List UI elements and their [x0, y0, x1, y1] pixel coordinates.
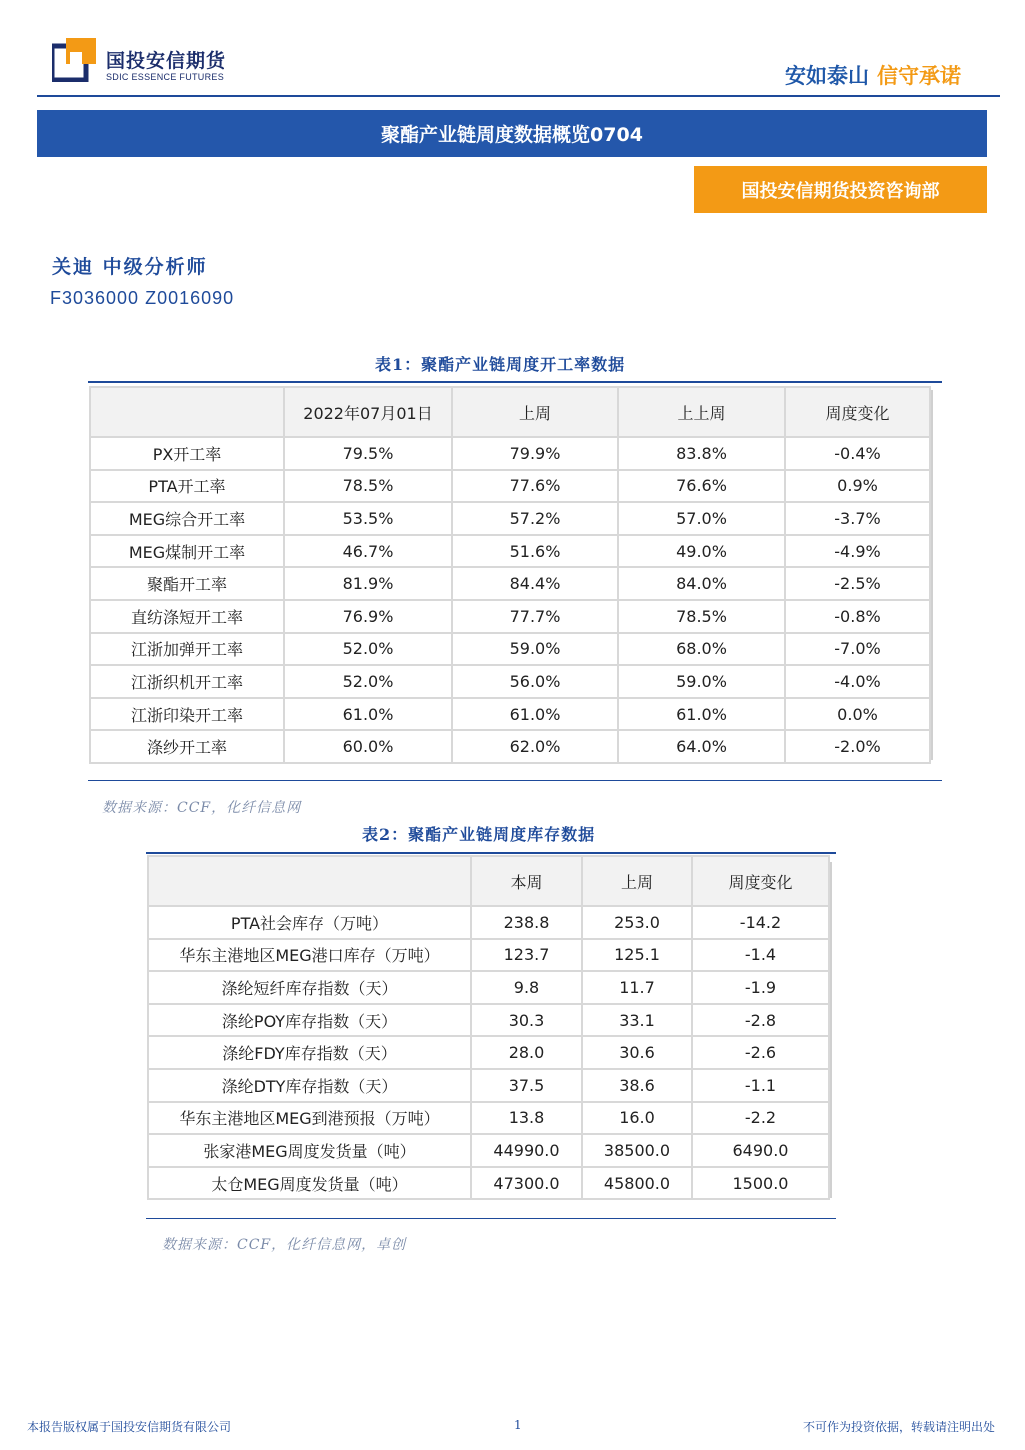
table-cell: 76.9%: [284, 600, 452, 633]
table-cell: 30.3: [471, 1004, 582, 1037]
table-cell: 30.6: [582, 1036, 692, 1069]
table1-header-cell: 2022年07月01日: [284, 387, 452, 437]
table-cell: 52.0%: [284, 633, 452, 666]
table-cell: 38.6: [582, 1069, 692, 1102]
table-row: [148, 939, 829, 972]
table-row: [90, 567, 930, 600]
table-cell: 81.9%: [284, 567, 452, 600]
table-row: [148, 971, 829, 1004]
row-label: 江浙加弹开工率: [90, 633, 284, 666]
table1-header-cell: 上周: [452, 387, 618, 437]
row-label: 江浙印染开工率: [90, 698, 284, 731]
table-cell: 123.7: [471, 939, 582, 972]
company-slogan: [785, 60, 961, 90]
table-row: [90, 633, 930, 666]
table-cell: 56.0%: [452, 665, 618, 698]
table-cell: -3.7%: [785, 502, 930, 535]
table-cell: 46.7%: [284, 535, 452, 568]
table-cell: 59.0%: [618, 665, 785, 698]
table-cell: 61.0%: [284, 698, 452, 731]
table-cell: 38500.0: [582, 1134, 692, 1167]
table-cell: 16.0: [582, 1102, 692, 1135]
table-row: [90, 470, 930, 503]
table-cell: 238.8: [471, 906, 582, 939]
table-cell: -1.9: [692, 971, 829, 1004]
table-cell: -14.2: [692, 906, 829, 939]
row-label: 涤纶FDY库存指数（天）: [148, 1036, 471, 1069]
table-cell: 51.6%: [452, 535, 618, 568]
table-cell: 62.0%: [452, 730, 618, 763]
department-badge: [694, 166, 987, 213]
table2-inventory: [147, 855, 830, 1200]
table-cell: -2.6: [692, 1036, 829, 1069]
table-cell: 0.9%: [785, 470, 930, 503]
table-cell: 61.0%: [452, 698, 618, 731]
table-row: [90, 600, 930, 633]
table-cell: 57.2%: [452, 502, 618, 535]
table1-header-row: [90, 387, 930, 437]
table-row: [90, 730, 930, 763]
footer-page-number: 1: [514, 1418, 522, 1432]
table2-top-rule: [146, 852, 836, 854]
table-cell: 84.0%: [618, 567, 785, 600]
row-label: MEG煤制开工率: [90, 535, 284, 568]
table-cell: 78.5%: [618, 600, 785, 633]
table-cell: 52.0%: [284, 665, 452, 698]
table-row: [148, 1069, 829, 1102]
logo-mark-icon: [52, 38, 96, 82]
table-row: [148, 1004, 829, 1037]
row-label: 华东主港地区MEG港口库存（万吨）: [148, 939, 471, 972]
row-label: 涤纶POY库存指数（天）: [148, 1004, 471, 1037]
table2-header-cell: 本周: [471, 856, 582, 906]
table-row: [148, 1134, 829, 1167]
row-label: PX开工率: [90, 437, 284, 470]
table-cell: -7.0%: [785, 633, 930, 666]
table-cell: -1.1: [692, 1069, 829, 1102]
report-title: 聚酯产业链周度数据概览0704: [381, 124, 643, 146]
table-cell: 49.0%: [618, 535, 785, 568]
table-cell: 28.0: [471, 1036, 582, 1069]
table1-source: 数据来源：CCF，化纤信息网: [102, 800, 302, 816]
table-cell: 60.0%: [284, 730, 452, 763]
table2-header-cell: 周度变化: [692, 856, 829, 906]
table-row: [90, 437, 930, 470]
table-row: [148, 1167, 829, 1200]
row-label: 聚酯开工率: [90, 567, 284, 600]
table-cell: 79.5%: [284, 437, 452, 470]
table-cell: 77.7%: [452, 600, 618, 633]
table-cell: 57.0%: [618, 502, 785, 535]
department-name: 国投安信期货投资咨询部: [741, 180, 940, 202]
footer-disclaimer: 不可作为投资依据，转载请注明出处: [802, 1420, 995, 1434]
company-logo: [52, 38, 242, 88]
table2-header-cell: [148, 856, 471, 906]
row-label: 涤纱开工率: [90, 730, 284, 763]
logo-chinese-name: 国投安信期货: [106, 50, 227, 72]
table-cell: 37.5: [471, 1069, 582, 1102]
table-cell: 78.5%: [284, 470, 452, 503]
row-label: 华东主港地区MEG到港预报（万吨）: [148, 1102, 471, 1135]
analyst-license: F3036000 Z0016090: [50, 288, 235, 308]
table-cell: 59.0%: [452, 633, 618, 666]
table-row: [148, 1036, 829, 1069]
table-cell: -2.8: [692, 1004, 829, 1037]
table-cell: 76.6%: [618, 470, 785, 503]
row-label: 江浙织机开工率: [90, 665, 284, 698]
table-cell: -1.4: [692, 939, 829, 972]
logo-english-name: SDIC ESSENCE FUTURES: [106, 72, 225, 82]
table-row: [90, 665, 930, 698]
table-cell: 1500.0: [692, 1167, 829, 1200]
table-row: [148, 1102, 829, 1135]
report-title-bar: [37, 110, 987, 157]
table1-header-cell: 周度变化: [785, 387, 930, 437]
table2-header-cell: 上周: [582, 856, 692, 906]
table1-operating-rates: [89, 386, 931, 764]
table-row: [148, 906, 829, 939]
row-label: MEG综合开工率: [90, 502, 284, 535]
header-divider: [37, 95, 1000, 97]
table-cell: -4.0%: [785, 665, 930, 698]
row-label: 涤纶短纤库存指数（天）: [148, 971, 471, 1004]
table-cell: 77.6%: [452, 470, 618, 503]
table-cell: 253.0: [582, 906, 692, 939]
table-cell: 47300.0: [471, 1167, 582, 1200]
table-cell: -2.2: [692, 1102, 829, 1135]
table2-bottom-rule: [146, 1218, 836, 1219]
table2-source: 数据来源：CCF，化纤信息网，卓创: [162, 1237, 407, 1253]
table-cell: 79.9%: [452, 437, 618, 470]
table-cell: 11.7: [582, 971, 692, 1004]
footer-copyright: 本报告版权属于国投安信期货有限公司: [27, 1420, 232, 1434]
table1-top-rule: [88, 381, 942, 383]
table-cell: -2.0%: [785, 730, 930, 763]
table-cell: 53.5%: [284, 502, 452, 535]
table-cell: 0.0%: [785, 698, 930, 731]
table-cell: 84.4%: [452, 567, 618, 600]
slogan-part1: 安如泰山: [785, 64, 869, 88]
table1-header-cell: 上上周: [618, 387, 785, 437]
table-cell: 6490.0: [692, 1134, 829, 1167]
table-cell: 45800.0: [582, 1167, 692, 1200]
table1-bottom-rule: [88, 780, 942, 781]
table2-caption: 表2：聚酯产业链周度库存数据: [362, 825, 596, 844]
row-label: 张家港MEG周度发货量（吨）: [148, 1134, 471, 1167]
table-row: [90, 502, 930, 535]
row-label: 太仓MEG周度发货量（吨）: [148, 1167, 471, 1200]
table-cell: -0.4%: [785, 437, 930, 470]
table-cell: -0.8%: [785, 600, 930, 633]
table1-caption: 表1：聚酯产业链周度开工率数据: [375, 355, 626, 374]
row-label: PTA社会库存（万吨）: [148, 906, 471, 939]
row-label: 直纺涤短开工率: [90, 600, 284, 633]
table-cell: 33.1: [582, 1004, 692, 1037]
table-cell: 9.8: [471, 971, 582, 1004]
row-label: PTA开工率: [90, 470, 284, 503]
slogan-part2: 信守承诺: [877, 64, 961, 88]
table-cell: 64.0%: [618, 730, 785, 763]
table-cell: 44990.0: [471, 1134, 582, 1167]
table-cell: 83.8%: [618, 437, 785, 470]
table-cell: 13.8: [471, 1102, 582, 1135]
table-cell: 61.0%: [618, 698, 785, 731]
table-row: [90, 535, 930, 568]
table2-header-row: [148, 856, 829, 906]
table1-header-cell: [90, 387, 284, 437]
table-row: [90, 698, 930, 731]
table-cell: -4.9%: [785, 535, 930, 568]
table-cell: 68.0%: [618, 633, 785, 666]
table-cell: 125.1: [582, 939, 692, 972]
row-label: 涤纶DTY库存指数（天）: [148, 1069, 471, 1102]
table-cell: -2.5%: [785, 567, 930, 600]
analyst-name: 关迪 中级分析师: [52, 256, 208, 278]
